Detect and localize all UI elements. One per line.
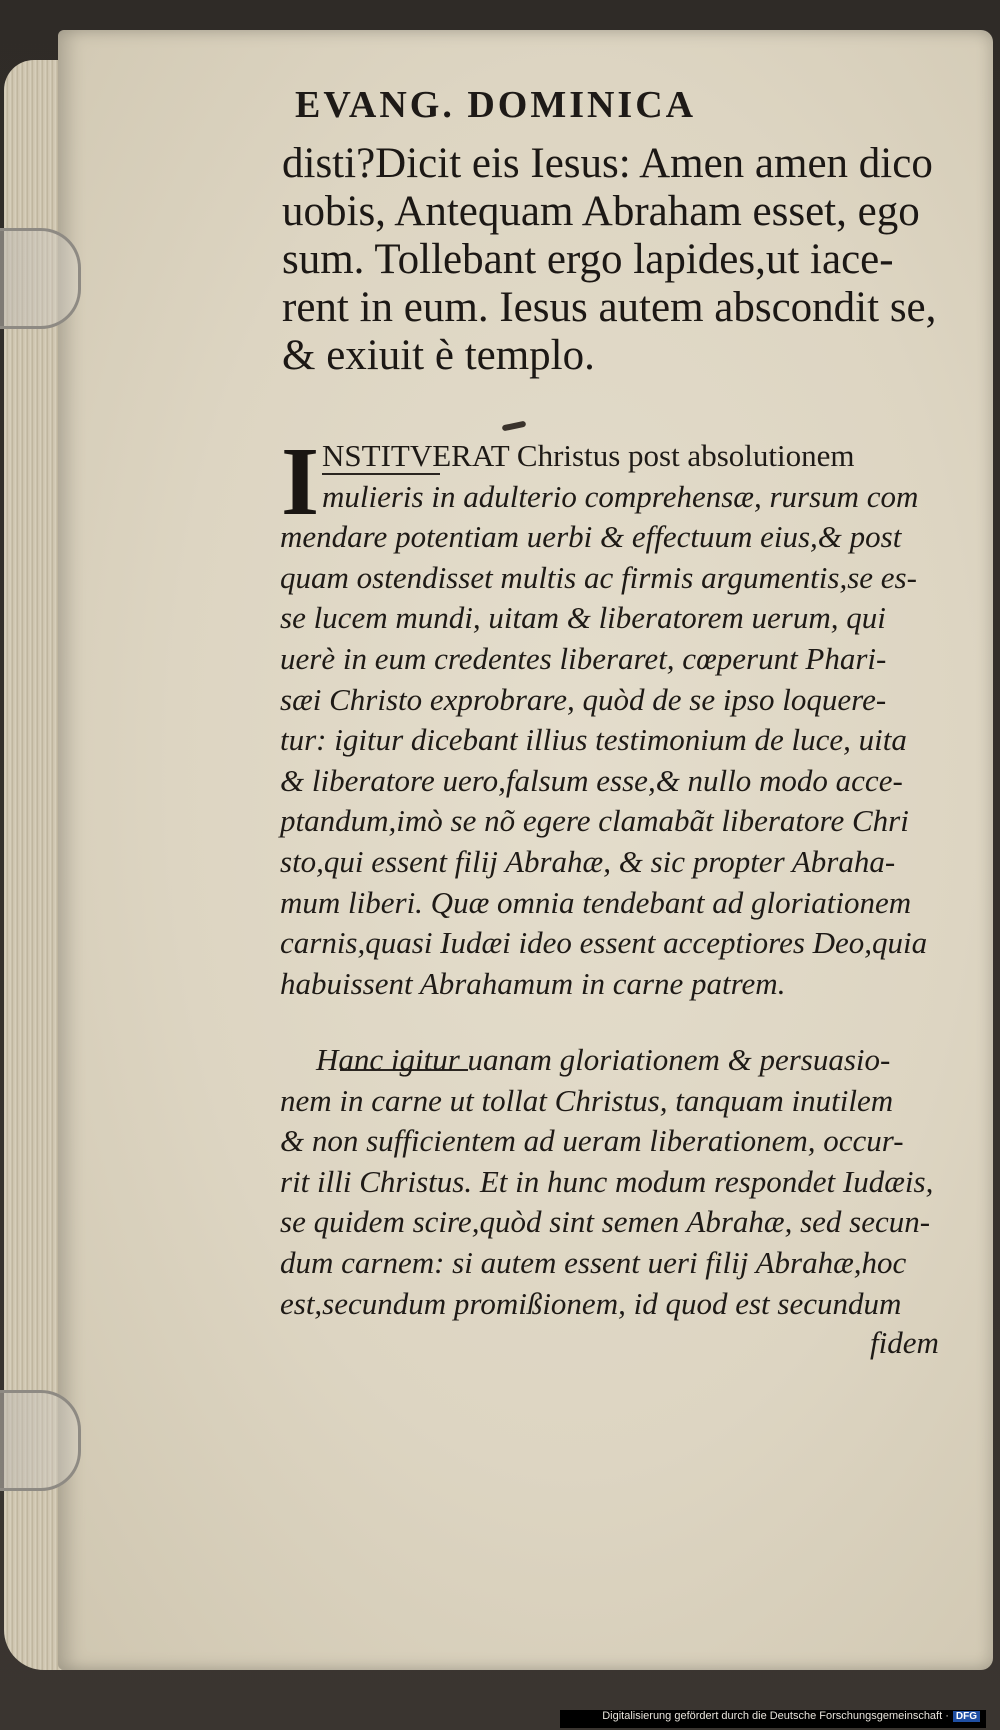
commentary-line: tur: igitur dicebant illius testimonium de luce, uita xyxy=(280,722,907,758)
dfg-logo: DFG xyxy=(953,1711,980,1722)
paragraph-line: est,secundum promißionem, id quod est secundum xyxy=(280,1285,902,1321)
commentary-first-line: NSTITVERAT Christus post absolutionem xyxy=(322,438,855,473)
paragraph-line: dum carnem: si autem essent ueri filij Abrahæ,hoc xyxy=(280,1244,907,1280)
paragraph-line: se quidem scire,quòd sint semen Abrahæ, sed secun- xyxy=(280,1204,931,1240)
running-head: EVANG. DOMINICA xyxy=(295,84,697,126)
commentary-line: mum liberi. Quæ omnia tendebant ad gloriationem xyxy=(280,884,912,920)
commentary-line: quam ostendisset multis ac firmis argumentis,se es- xyxy=(280,559,917,595)
credit-text: Digitalisierung gefördert durch die Deutsche Forschungsgemeinschaft · xyxy=(602,1710,949,1722)
book-clamp-bottom xyxy=(0,1390,81,1491)
digitization-credit xyxy=(560,1710,986,1728)
paragraph-line: Hanc igitur uanam gloriationem & persuasio- xyxy=(316,1042,891,1077)
bible-line: rent in eum. Iesus autem abscondit se, xyxy=(282,284,937,331)
commentary-line: sæi Christo exprobrare, quòd de se ipso loquere- xyxy=(280,681,887,717)
commentary-line: habuissent Abrahamum in carne patrem. xyxy=(280,965,786,1001)
paragraph-two xyxy=(280,1040,970,1380)
commentary-line: uerè in eum credentes liberaret, cœperunt Phari- xyxy=(280,640,887,676)
bible-line: disti?Dicit eis Iesus: Amen amen dico xyxy=(282,140,933,187)
paragraph-line: & non sufficientem ad ueram liberationem, occur- xyxy=(280,1123,904,1159)
bible-line: sum. Tollebant ergo lapides,ut iace- xyxy=(282,236,894,283)
commentary-line: mendare potentiam uerbi & effectuum eius,& post xyxy=(280,519,902,555)
paragraph-line: nem in carne ut tollat Christus, tanquam inutilem xyxy=(280,1082,894,1118)
bible-line: uobis, Antequam Abraham esset, ego xyxy=(282,188,920,235)
bible-line: & exiuit è templo. xyxy=(282,332,595,379)
book-clamp-top xyxy=(0,228,81,329)
catchword: fidem xyxy=(870,1325,939,1360)
drop-initial: I xyxy=(281,428,320,536)
bible-text-block xyxy=(282,140,962,390)
paragraph-line: rit illi Christus. Et in hunc modum respondet Iudæis, xyxy=(280,1163,934,1199)
commentary-line: & liberatore uero,falsum esse,& nullo modo acce- xyxy=(280,762,903,798)
commentary-line: ptandum,imò se nõ egere clamabãt liberatore Chri xyxy=(280,803,909,839)
commentary-line: carnis,quasi Iudæi ideo essent acceptiores Deo,quia xyxy=(280,925,928,961)
commentary-line: sto,qui essent filij Abrahæ, & sic propter Abraha- xyxy=(280,843,896,879)
commentary-line: mulieris in adulterio comprehensæ, rursum com xyxy=(322,478,919,514)
commentary-line: se lucem mundi, uitam & liberatorem uerum, qui xyxy=(280,600,886,636)
